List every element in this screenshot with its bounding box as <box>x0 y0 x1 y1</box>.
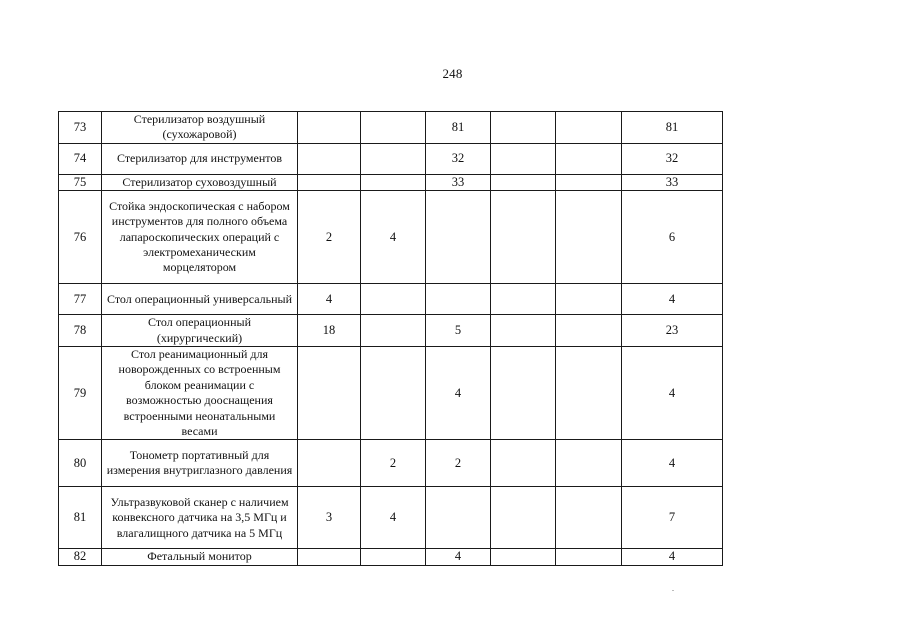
quantity-col-5 <box>556 143 622 174</box>
quantity-col-1 <box>298 174 361 190</box>
quantity-col-1 <box>298 549 361 565</box>
quantity-col-5 <box>556 191 622 284</box>
row-number: 77 <box>59 284 102 315</box>
quantity-total: 4 <box>622 284 723 315</box>
quantity-total: 32 <box>622 143 723 174</box>
quantity-total: 33 <box>622 174 723 190</box>
equipment-name: Фетальный монитор <box>102 549 298 565</box>
quantity-col-2 <box>361 174 426 190</box>
quantity-col-2: 2 <box>361 440 426 487</box>
quantity-col-1 <box>298 143 361 174</box>
quantity-col-4 <box>491 315 556 347</box>
quantity-col-4 <box>491 143 556 174</box>
quantity-col-1: 4 <box>298 284 361 315</box>
quantity-col-4 <box>491 487 556 549</box>
quantity-col-5 <box>556 487 622 549</box>
table-row <box>59 487 723 549</box>
table-row <box>59 440 723 487</box>
quantity-col-3: 81 <box>426 112 491 144</box>
quantity-total: 4 <box>622 440 723 487</box>
table-row <box>59 549 723 565</box>
equipment-name: Стол операционный (хирургический) <box>102 315 298 347</box>
quantity-col-1 <box>298 440 361 487</box>
equipment-name: Ультразвуковой сканер с наличием конвексного датчика на 3,5 МГц и влагалищного датчика на 5 МГц <box>102 487 298 549</box>
quantity-col-5 <box>556 549 622 565</box>
quantity-col-5 <box>556 174 622 190</box>
quantity-col-1: 2 <box>298 191 361 284</box>
quantity-col-3: 2 <box>426 440 491 487</box>
quantity-col-2 <box>361 315 426 347</box>
quantity-col-5 <box>556 347 622 440</box>
quantity-col-5 <box>556 284 622 315</box>
quantity-col-3 <box>426 487 491 549</box>
quantity-col-1: 18 <box>298 315 361 347</box>
table-row <box>59 315 723 347</box>
row-number: 76 <box>59 191 102 284</box>
quantity-col-4 <box>491 549 556 565</box>
quantity-col-2 <box>361 549 426 565</box>
table-row <box>59 112 723 144</box>
quantity-col-4 <box>491 347 556 440</box>
quantity-col-2 <box>361 284 426 315</box>
quantity-col-2: 4 <box>361 487 426 549</box>
quantity-col-1 <box>298 112 361 144</box>
quantity-col-3: 4 <box>426 549 491 565</box>
quantity-col-5 <box>556 315 622 347</box>
table-row <box>59 284 723 315</box>
equipment-name: Стол реанимационный для новорожденных со встроенным блоком реанимации с возможностью дооснащения встроенными неонатальными весами <box>102 347 298 440</box>
quantity-col-3: 32 <box>426 143 491 174</box>
quantity-col-2 <box>361 347 426 440</box>
equipment-name: Стерилизатор суховоздушный <box>102 174 298 190</box>
row-number: 82 <box>59 549 102 565</box>
quantity-total: 81 <box>622 112 723 144</box>
quantity-col-2 <box>361 143 426 174</box>
equipment-name: Тонометр портативный для измерения внутриглазного давления <box>102 440 298 487</box>
quantity-col-1 <box>298 347 361 440</box>
row-number: 78 <box>59 315 102 347</box>
quantity-col-3 <box>426 284 491 315</box>
quantity-col-4 <box>491 174 556 190</box>
quantity-col-4 <box>491 191 556 284</box>
scan-artifact <box>672 590 674 591</box>
quantity-total: 6 <box>622 191 723 284</box>
quantity-col-3: 33 <box>426 174 491 190</box>
row-number: 81 <box>59 487 102 549</box>
table-row <box>59 191 723 284</box>
quantity-col-4 <box>491 112 556 144</box>
table-row <box>59 347 723 440</box>
quantity-col-3: 5 <box>426 315 491 347</box>
quantity-col-4 <box>491 284 556 315</box>
page-number: 248 <box>442 66 463 81</box>
quantity-col-5 <box>556 112 622 144</box>
equipment-name: Стерилизатор воздушный (сухожаровой) <box>102 112 298 144</box>
quantity-col-3: 4 <box>426 347 491 440</box>
row-number: 74 <box>59 143 102 174</box>
quantity-total: 4 <box>622 347 723 440</box>
equipment-name: Стол операционный универсальный <box>102 284 298 315</box>
row-number: 73 <box>59 112 102 144</box>
equipment-name: Стойка эндоскопическая с набором инструментов для полного объема лапароскопических операций с электромеханическим морцелятором <box>102 191 298 284</box>
table-row <box>59 143 723 174</box>
row-number: 75 <box>59 174 102 190</box>
row-number: 80 <box>59 440 102 487</box>
table-row <box>59 174 723 190</box>
quantity-col-5 <box>556 440 622 487</box>
quantity-total: 4 <box>622 549 723 565</box>
quantity-col-4 <box>491 440 556 487</box>
quantity-col-2 <box>361 112 426 144</box>
quantity-col-1: 3 <box>298 487 361 549</box>
quantity-col-2: 4 <box>361 191 426 284</box>
equipment-name: Стерилизатор для инструментов <box>102 143 298 174</box>
row-number: 79 <box>59 347 102 440</box>
quantity-total: 7 <box>622 487 723 549</box>
equipment-table <box>58 111 723 566</box>
quantity-total: 23 <box>622 315 723 347</box>
quantity-col-3 <box>426 191 491 284</box>
